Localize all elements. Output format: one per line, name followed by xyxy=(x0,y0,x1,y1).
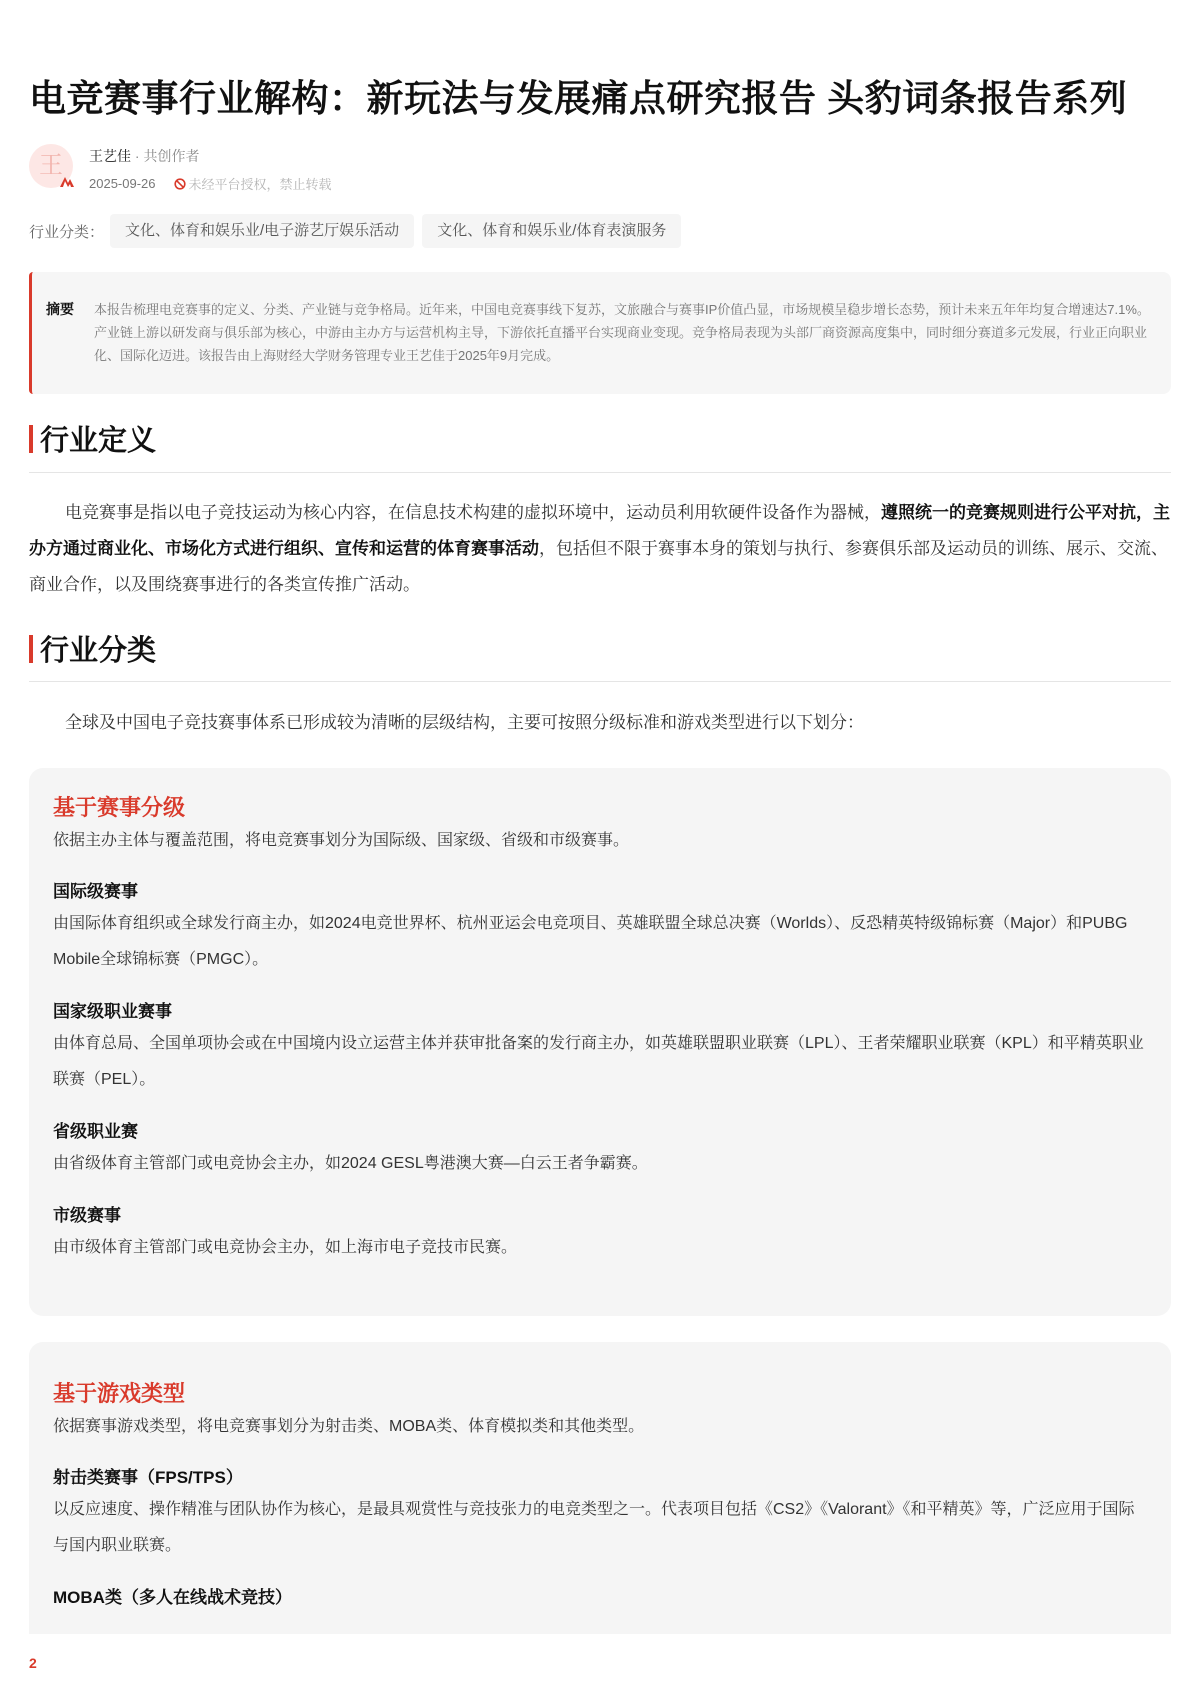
copyright-text: 未经平台授权，禁止转载 xyxy=(188,177,332,192)
subcategory-text: 由国际体育组织或全球发行商主办，如2024电竞世界杯、杭州亚运会电竞项目、英雄联盟全球总决赛（Worlds）、反恐精英特级锦标赛（Major）和PUBG Mobile全球锦标赛（PMGC）。 xyxy=(53,915,1128,968)
publish-date: 2025-09-26 xyxy=(89,176,156,191)
summary-text: 本报告梳理电竞赛事的定义、分类、产业链与竞争格局。近年来，中国电竞赛事线下复苏，文旅融合与赛事IP价值凸显，市场规模呈稳步增长态势，预计未来五年年均复合增速达7.1%。产业链上游以研发商与俱乐部为核心，中游由主办方与运营机构主导，下游依托直播平台实现商业变现。竞争格局表现为头部厂商资源高度集中，同时细分赛道多元发展，行业正向职业化、国际化迈进。该报告由上海财经大学财务管理专业王艺佳于2025年9月完成。 xyxy=(94,302,1150,363)
summary-label: 摘要 xyxy=(46,301,74,317)
author-row xyxy=(29,142,629,192)
author-name-line xyxy=(89,146,199,166)
section-accent-bar xyxy=(29,425,33,453)
industry-tag[interactable]: 文化、体育和娱乐业/电子游艺厅娱乐活动 xyxy=(110,214,414,248)
card-intro: 依据赛事游戏类型，将电竞赛事划分为射击类、MOBA类、体育模拟类和其他类型。 xyxy=(53,1418,645,1435)
subcategory-text: 以反应速度、操作精准与团队协作为核心，是最具观赏性与竞技张力的电竞类型之一。代表项目包括《CS2》《Valorant》《和平精英》等，广泛应用于国际与国内职业联赛。 xyxy=(53,1501,1135,1554)
card-title: 基于赛事分级 xyxy=(53,795,186,820)
card-title: 基于游戏类型 xyxy=(53,1381,186,1406)
section-heading-classification xyxy=(29,628,156,669)
industry-tag[interactable]: 文化、体育和娱乐业/体育表演服务 xyxy=(422,214,681,248)
classification-card-game-type xyxy=(29,1342,1171,1634)
page-number: 2 xyxy=(29,1655,37,1671)
subcategory-title: 省级职业赛 xyxy=(53,1122,138,1141)
section-heading-definition xyxy=(29,418,156,459)
subcategory-text: 由市级体育主管部门或电竞协会主办，如上海市电子竞技市民赛。 xyxy=(53,1239,518,1256)
subcategory-title: 国际级赛事 xyxy=(53,882,138,901)
avatar[interactable]: 王 xyxy=(29,144,73,188)
classification-card-level xyxy=(29,768,1171,1316)
subcategory-title: 射击类赛事（FPS/TPS） xyxy=(53,1468,243,1487)
divider xyxy=(29,472,1171,473)
classification-intro: 全球及中国电子竞技赛事体系已形成较为清晰的层级结构，主要可按照分级标准和游戏类型进行以下划分： xyxy=(65,713,864,732)
definition-bold-text: 遵照统一的竞赛规则进行公平对抗，主办方通过商业化、市场化方式进行组织、宣传和运营的体育赛事活动 xyxy=(29,503,1170,558)
subcategory-title: 国家级职业赛事 xyxy=(53,1002,172,1021)
industry-tags xyxy=(29,214,689,248)
no-entry-icon xyxy=(174,178,186,190)
brand-badge-icon xyxy=(59,174,75,188)
subcategory-title: MOBA类（多人在线战术竞技） xyxy=(53,1588,292,1607)
definition-paragraph xyxy=(29,495,1171,603)
industry-label: 行业分类： xyxy=(29,223,105,241)
subcategory-text: 由省级体育主管部门或电竞协会主办，如2024 GESL粤港澳大赛—白云王者争霸赛。 xyxy=(53,1155,648,1172)
card-intro: 依据主办主体与覆盖范围，将电竞赛事划分为国际级、国家级、省级和市级赛事。 xyxy=(53,832,630,849)
divider xyxy=(29,681,1171,682)
section-title: 行业定义 xyxy=(40,425,157,457)
section-accent-bar xyxy=(29,635,33,663)
summary-box xyxy=(29,272,1171,394)
author-role: · 共创作者 xyxy=(131,148,200,164)
definition-text: ，包括但不限于赛事本身的策划与执行、参赛俱乐部及运动员的训练、展示、交流、商业合作，以及围绕赛事进行的各类宣传推广活动。 xyxy=(29,539,1168,594)
meta-line xyxy=(89,174,332,193)
copyright-notice xyxy=(174,174,332,193)
author-name[interactable]: 王艺佳 xyxy=(89,148,131,164)
subcategory-text: 由体育总局、全国单项协会或在中国境内设立运营主体并获审批备案的发行商主办，如英雄联盟职业联赛（LPL）、王者荣耀职业联赛（KPL）和平精英职业联赛（PEL）。 xyxy=(53,1035,1144,1088)
report-title: 电竞赛事行业解构：新玩法与发展痛点研究报告 头豹词条报告系列 xyxy=(29,78,1128,119)
subcategory-title: 市级赛事 xyxy=(53,1206,121,1225)
definition-text: 电竞赛事是指以电子竞技运动为核心内容，在信息技术构建的虚拟环境中，运动员利用软硬件设备作为器械， xyxy=(65,503,881,522)
section-title: 行业分类 xyxy=(40,635,157,667)
